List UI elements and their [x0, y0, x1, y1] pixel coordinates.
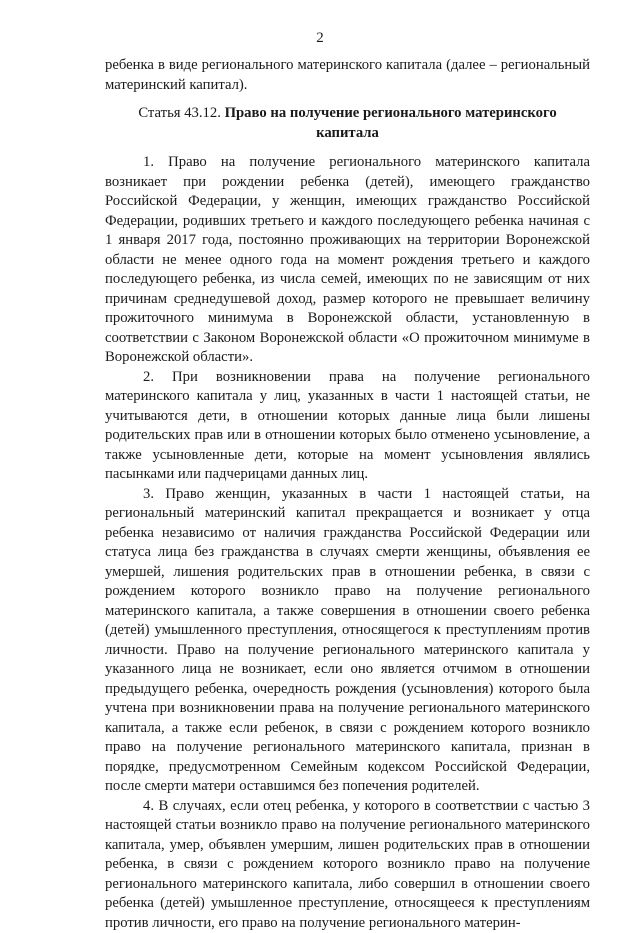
paragraph-1: 1. Право на получение регионального материнского капитала возникает при рождении ребенка (детей), имеющего гражданство Российской Федерации, у женщин, имеющих гражданство Российской Федерации, родивших третьего и каждого последующего ребенка начиная с 1 января 2017 года, постоянно проживающих на территории Воронежской области не менее одного года на момент рождения третьего и каждого последующего ребенка, из числа семей, имеющих по не зависящим от них причинам среднедушевой доход, размер которого не превышает величину прожиточного минимума в Воронежской области, установленную в соответствии с Законом Воронежской области «О прожиточном минимуме в Воронежской области». — [105, 153, 590, 368]
intro-paragraph: ребенка в виде регионального материнского капитала (далее – региональный материнский капитал). — [105, 56, 590, 95]
page-number: 2 — [0, 30, 640, 47]
paragraph-2: 2. При возникновении права на получение регионального материнского капитала у лиц, указанных в части 1 настоящей статьи, не учитываются дети, в отношении которых данные лица были лишены родительских прав или в отношении которых было отменено усыновление, а также усыновленные дети, которые на момент усыновления являлись пасынками или падчерицами данных лиц. — [105, 368, 590, 485]
document-body — [105, 56, 590, 933]
article-heading — [105, 104, 590, 143]
paragraph-3: 3. Право женщин, указанных в части 1 настоящей статьи, на региональный материнский капитал прекращается и возникает у отца ребенка независимо от наличия гражданства Российской Федерации или статуса лица без гражданства в случаях смерти женщины, объявления ее умершей, лишения родительских прав в отношении ребенка, в связи с рождением которого возникло право на получение регионального материнского капитала, а также совершения в отношении своего ребенка (детей) умышленного преступления, относящегося к преступлениям против личности. Право на получение регионального материнского капитала у указанного лица не возникает, если оно является отчимом в отношении предыдущего ребенка, очередность рождения (усыновления) которого была учтена при возникновении права на получение регионального материнского капитала, а также если ребенок, в связи с рождением которого возникло право на получение регионального материнского капитала, признан в порядке, предусмотренном Семейным кодексом Российской Федерации, после смерти матери оставшимся без попечения родителей. — [105, 485, 590, 797]
paragraph-4: 4. В случаях, если отец ребенка, у которого в соответствии с частью 3 настоящей статьи возникло право на получение регионального материнского капитала, умер, объявлен умершим, лишен родительских прав в отношении ребенка, в связи с рождением которого возникло право на получение регионального материнского капитала, либо совершил в отношении своего ребенка (детей) умышленное преступление, относящееся к преступлениям против личности, его право на получение регионального материн- — [105, 797, 590, 933]
article-number: Статья 43.12. — [138, 105, 221, 121]
article-title: Право на получение регионального материнского капитала — [225, 105, 557, 141]
